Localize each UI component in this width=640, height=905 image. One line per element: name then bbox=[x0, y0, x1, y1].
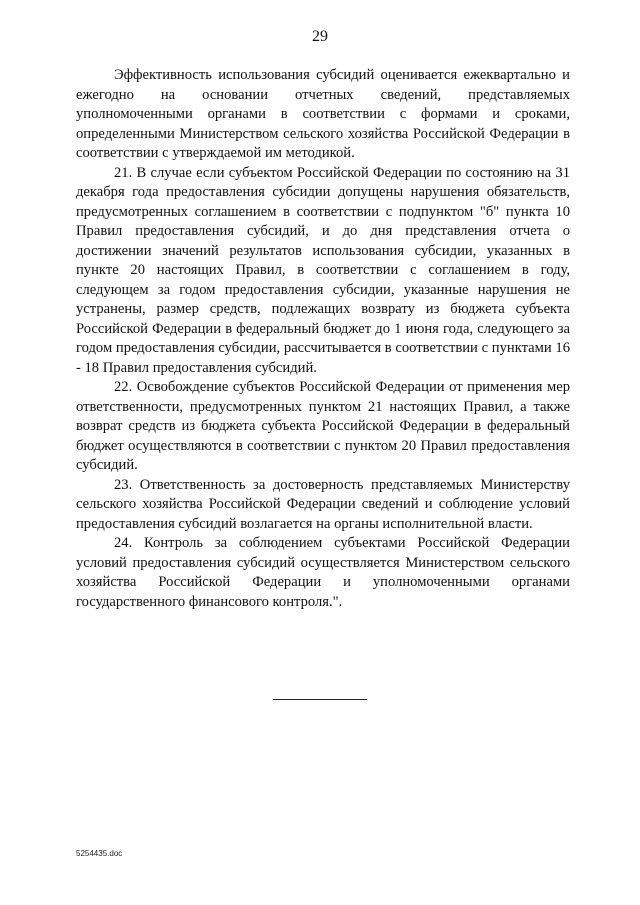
end-divider bbox=[273, 699, 367, 700]
paragraph-effectiveness: Эффективность использования субсидий оценивается ежеквартально и ежегодно на основании отчетных сведений, представляемых уполномоченными органами в соответствии с формами и сроками, определенными Министерством сельского хозяйства Российской Федерации в соответствии с утверждаемой им методикой. bbox=[76, 67, 570, 161]
page-number: 29 bbox=[312, 28, 328, 45]
paragraph-24: 24. Контроль за соблюдением субъектами Российской Федерации условий предоставления субсидий осуществляется Министерством сельского хозяйства Российской Федерации и уполномоченными органами государственного финансового контроля.". bbox=[76, 535, 570, 610]
footer-doc-id: 5254435.doc bbox=[76, 849, 123, 858]
paragraph-23: 23. Ответственность за достоверность представляемых Министерству сельского хозяйства Российской Федерации сведений и соблюдение условий предоставления субсидий возлагается на органы исполнительной власти. bbox=[76, 476, 570, 532]
document-body bbox=[76, 66, 570, 612]
paragraph-22: 22. Освобождение субъектов Российской Федерации от применения мер ответственности, предусмотренных пунктом 21 настоящих Правил, а также возврат средств из бюджета субъекта Российской Федерации в федеральный бюджет осуществляются в соответствии с пунктом 20 Правил предоставления субсидий. bbox=[76, 379, 570, 473]
paragraph-21: 21. В случае если субъектом Российской Федерации по состоянию на 31 декабря года предоставления субсидии допущены нарушения обязательств, предусмотренных соглашением в соответствии с подпунктом "б" пункта 10 Правил предоставления субсидий, и до дня представления отчета о достижении значений результатов использования субсидии, указанных в пункте 20 настоящих Правил, в соответствии с соглашением в году, следующем за годом предоставления субсидии, указанные нарушения не устранены, размер средств, подлежащих возврату из бюджета субъекта Российской Федерации в федеральный бюджет до 1 июня года, следующего за годом предоставления субсидии, рассчитывается в соответствии с пунктами 16 - 18 Правил предоставления субсидий. bbox=[76, 164, 570, 376]
